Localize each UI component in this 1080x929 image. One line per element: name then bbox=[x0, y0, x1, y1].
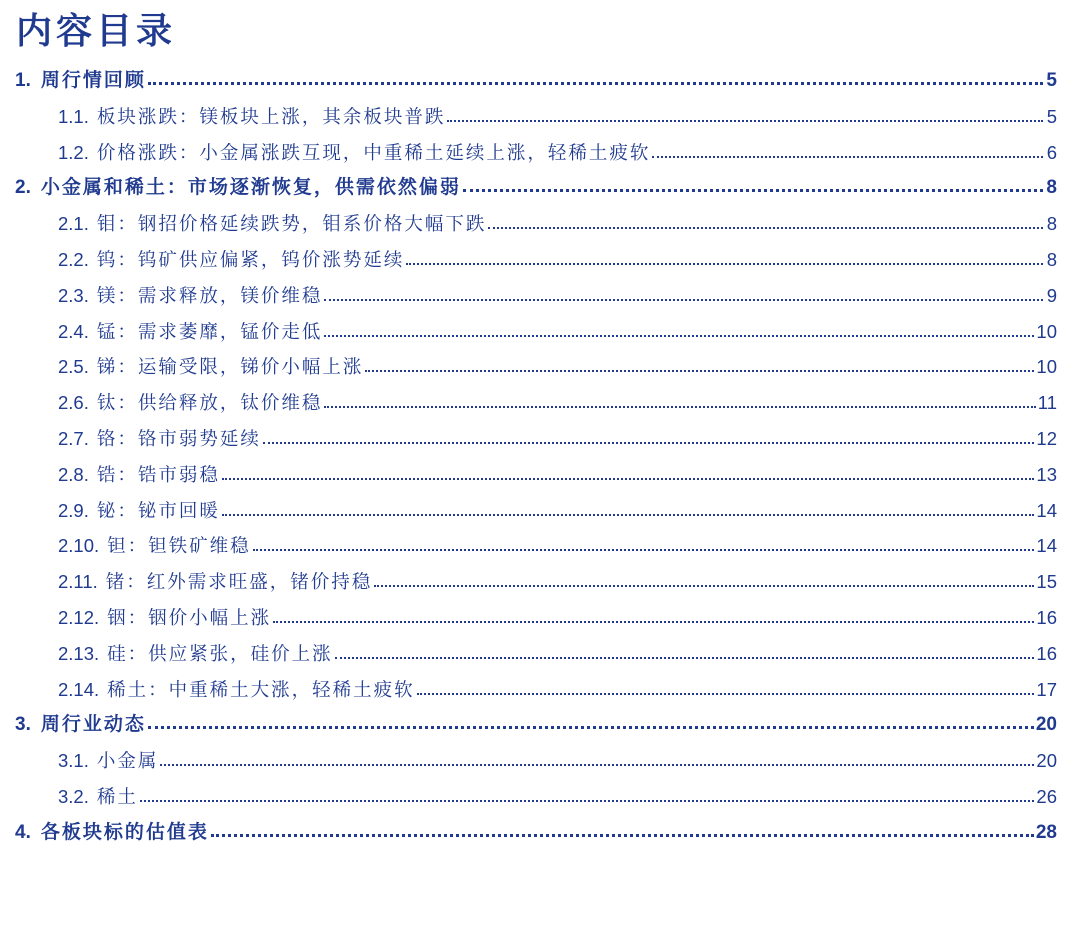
toc-entry-number: 2.14. bbox=[58, 678, 100, 700]
toc-entry-title: 小金属和稀土：市场逐渐恢复，供需依然偏弱 bbox=[40, 176, 461, 199]
toc-entry-title: 镁：需求释放，镁价维稳 bbox=[96, 285, 323, 307]
toc-section-entry[interactable] bbox=[0, 707, 1080, 743]
toc-subsection-entry[interactable] bbox=[0, 493, 1080, 529]
toc-entry-number: 2.6. bbox=[58, 392, 89, 414]
toc-section-entry[interactable] bbox=[0, 63, 1080, 99]
toc-entry-number: 2.1. bbox=[58, 213, 89, 235]
toc-entry-title: 钽：钽铁矿维稳 bbox=[107, 536, 251, 558]
toc-entry-page-number: 8 bbox=[1046, 177, 1057, 199]
toc-entry-number: 2. bbox=[15, 177, 31, 199]
toc-entry-title: 硅：供应紧张，硅价上涨 bbox=[107, 643, 333, 665]
toc-dot-leader bbox=[447, 118, 1043, 122]
toc-entry-number: 1.2. bbox=[58, 141, 89, 163]
toc-entry-page-number: 11 bbox=[1037, 392, 1057, 414]
toc-entry-page-number: 14 bbox=[1036, 535, 1057, 557]
toc-entry-title: 稀土：中重稀土大涨，轻稀土疲软 bbox=[107, 679, 415, 701]
toc-entry-number: 2.5. bbox=[58, 356, 89, 378]
toc-entry-number: 2.4. bbox=[58, 320, 89, 342]
toc-entry-title: 钼：钢招价格延续跌势，钼系价格大幅下跌 bbox=[96, 214, 487, 236]
toc-entry-number: 3.2. bbox=[58, 785, 89, 807]
toc-entry-number: 2.13. bbox=[58, 642, 100, 664]
toc-subsection-entry[interactable] bbox=[0, 672, 1080, 708]
toc-entry-page-number: 28 bbox=[1035, 821, 1057, 843]
toc-subsection-entry[interactable] bbox=[0, 636, 1080, 672]
toc-dot-leader bbox=[324, 333, 1034, 337]
toc-dot-leader bbox=[374, 583, 1034, 587]
toc-entry-number: 3.1. bbox=[58, 750, 89, 772]
toc-dot-leader bbox=[222, 512, 1035, 516]
toc-entry-page-number: 8 bbox=[1046, 213, 1057, 235]
toc-entry-title: 各板块标的估值表 bbox=[40, 820, 209, 843]
toc-entry-title: 小金属 bbox=[96, 751, 159, 773]
toc-subsection-entry[interactable] bbox=[0, 278, 1080, 314]
toc-entry-title: 铟：铟价小幅上涨 bbox=[107, 607, 272, 629]
toc-entry-page-number: 14 bbox=[1036, 499, 1057, 521]
toc-dot-leader bbox=[263, 440, 1035, 444]
toc-entry-title: 板块涨跌：镁板块上涨，其余板块普跌 bbox=[96, 106, 446, 128]
toc-dot-leader bbox=[417, 691, 1035, 695]
toc-entry-number: 2.2. bbox=[58, 248, 89, 270]
toc-dot-leader bbox=[222, 476, 1035, 480]
toc-entry-number: 2.11. bbox=[58, 571, 98, 593]
toc-entry-title: 锑：运输受限，锑价小幅上涨 bbox=[96, 357, 364, 379]
toc-subsection-entry[interactable] bbox=[0, 528, 1080, 564]
toc-entry-title: 稀土 bbox=[96, 786, 138, 808]
toc-subsection-entry[interactable] bbox=[0, 385, 1080, 421]
toc-subsection-entry[interactable] bbox=[0, 779, 1080, 815]
toc-dot-leader bbox=[406, 261, 1043, 265]
toc-section-entry[interactable] bbox=[0, 815, 1080, 851]
toc-subsection-entry[interactable] bbox=[0, 421, 1080, 457]
toc-entry-page-number: 16 bbox=[1036, 606, 1057, 628]
toc-entry-title: 钨：钨矿供应偏紧，钨价涨势延续 bbox=[96, 249, 405, 271]
toc-dot-leader bbox=[160, 762, 1034, 766]
toc-dot-leader bbox=[652, 154, 1043, 158]
toc-entry-title: 锆：锆市弱稳 bbox=[96, 464, 220, 486]
toc-dot-leader bbox=[365, 368, 1034, 372]
toc-entry-page-number: 12 bbox=[1036, 427, 1057, 449]
toc-dot-leader bbox=[148, 724, 1034, 729]
toc-entry-page-number: 16 bbox=[1036, 642, 1057, 664]
toc-entry-number: 2.3. bbox=[58, 284, 89, 306]
toc-entry-number: 4. bbox=[15, 821, 31, 843]
toc-subsection-entry[interactable] bbox=[0, 99, 1080, 135]
toc-entry-page-number: 13 bbox=[1036, 463, 1057, 485]
toc-entry-page-number: 26 bbox=[1036, 785, 1057, 807]
toc-subsection-entry[interactable] bbox=[0, 457, 1080, 493]
toc-subsection-entry[interactable] bbox=[0, 242, 1080, 278]
toc-entry-number: 2.7. bbox=[58, 427, 89, 449]
toc-entry-title: 铬：铬市弱势延续 bbox=[96, 428, 261, 450]
toc-dot-leader bbox=[463, 187, 1043, 192]
toc-entry-page-number: 5 bbox=[1046, 105, 1057, 127]
toc-entry-number: 1. bbox=[15, 70, 31, 91]
toc-entry-title: 周行业动态 bbox=[40, 713, 146, 736]
toc-dot-leader bbox=[324, 297, 1043, 301]
toc-title: 内容目录 bbox=[16, 10, 177, 52]
toc-entry-number: 2.9. bbox=[58, 499, 89, 521]
toc-entry-page-number: 10 bbox=[1036, 320, 1057, 342]
toc-dot-leader bbox=[324, 404, 1035, 408]
toc-dot-leader bbox=[211, 832, 1034, 837]
toc-entry-page-number: 15 bbox=[1036, 571, 1057, 593]
toc-entry-title: 铋：铋市回暖 bbox=[96, 500, 220, 522]
toc-entry-title: 钛：供给释放，钛价维稳 bbox=[96, 393, 323, 415]
toc-entry-page-number: 9 bbox=[1046, 284, 1057, 306]
toc-dot-leader bbox=[253, 547, 1035, 551]
toc-subsection-entry[interactable] bbox=[0, 206, 1080, 242]
toc-dot-leader bbox=[140, 798, 1035, 802]
toc-entry-page-number: 5 bbox=[1046, 70, 1057, 91]
toc-list bbox=[0, 63, 1080, 851]
toc-subsection-entry[interactable] bbox=[0, 564, 1080, 600]
toc-section-entry[interactable] bbox=[0, 170, 1080, 206]
toc-entry-title: 锗：红外需求旺盛，锗价持稳 bbox=[105, 572, 373, 594]
toc-entry-page-number: 17 bbox=[1036, 678, 1057, 700]
toc-subsection-entry[interactable] bbox=[0, 349, 1080, 385]
toc-entry-page-number: 20 bbox=[1036, 750, 1057, 772]
toc-subsection-entry[interactable] bbox=[0, 743, 1080, 779]
toc-entry-number: 1.1. bbox=[58, 105, 89, 127]
toc-dot-leader bbox=[273, 619, 1034, 623]
toc-entry-number: 3. bbox=[15, 714, 31, 736]
toc-entry-page-number: 20 bbox=[1035, 714, 1057, 736]
toc-entry-page-number: 6 bbox=[1046, 141, 1057, 163]
toc-subsection-entry[interactable] bbox=[0, 135, 1080, 171]
toc-entry-title: 价格涨跌：小金属涨跌互现，中重稀土延续上涨，轻稀土疲软 bbox=[96, 142, 651, 164]
toc-entry-title: 锰：需求萎靡，锰价走低 bbox=[96, 321, 323, 343]
toc-subsection-entry[interactable] bbox=[0, 314, 1080, 350]
toc-entry-page-number: 8 bbox=[1046, 248, 1057, 270]
toc-entry-title: 周行情回顾 bbox=[40, 69, 146, 91]
toc-subsection-entry[interactable] bbox=[0, 600, 1080, 636]
toc-dot-leader bbox=[335, 655, 1035, 659]
toc-entry-number: 2.10. bbox=[58, 535, 100, 557]
toc-entry-number: 2.8. bbox=[58, 463, 89, 485]
toc-dot-leader bbox=[148, 80, 1043, 85]
toc-entry-number: 2.12. bbox=[58, 606, 100, 628]
toc-entry-page-number: 10 bbox=[1036, 356, 1057, 378]
toc-dot-leader bbox=[488, 225, 1043, 229]
